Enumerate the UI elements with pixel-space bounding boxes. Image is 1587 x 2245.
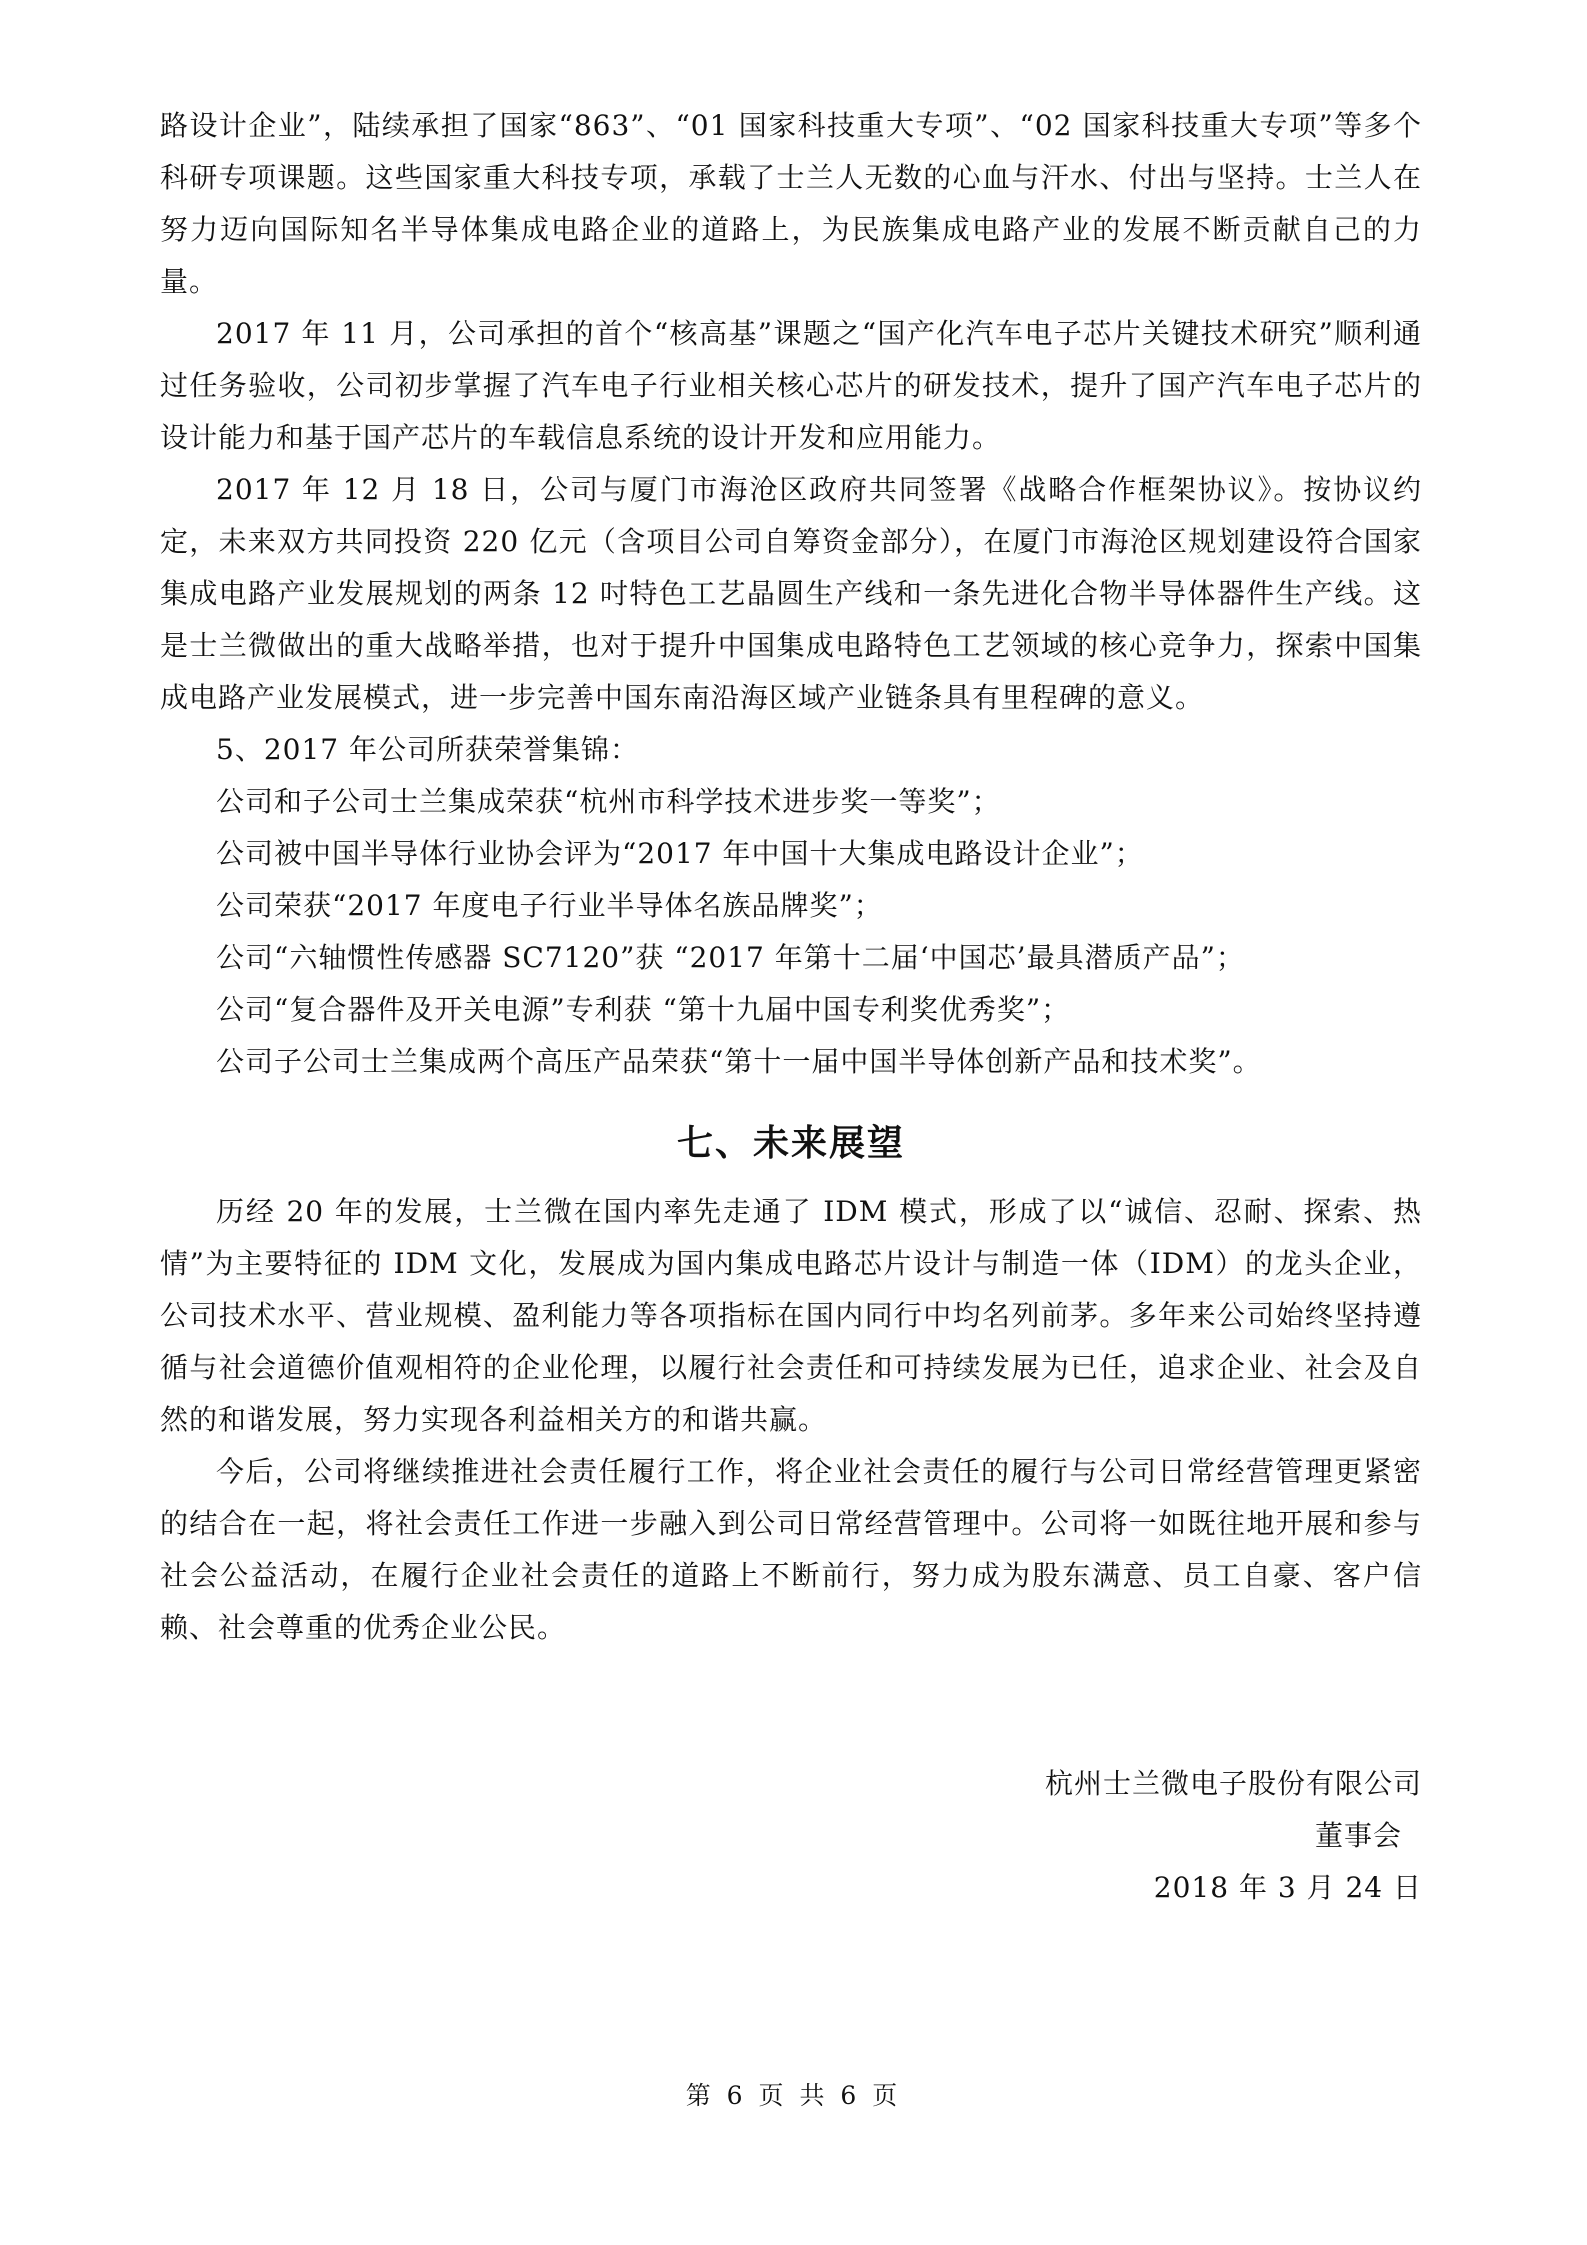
outlook-paragraph-2: 今后，公司将继续推进社会责任履行工作，将企业社会责任的履行与公司日常经营管理更紧密的结合在一起，将社会责任工作进一步融入到公司日常经营管理中。公司将一如既往地开展和参与社会公益活动，在履行企业社会责任的道路上不断前行，努力成为股东满意、员工自豪、客户信赖、社会尊重的优秀企业公民。 [160, 1455, 1422, 1644]
honor-item: 公司子公司士兰集成两个高压产品荣获“第十一届中国半导体创新产品和技术奖”。 [216, 1045, 1262, 1078]
signature-block [1045, 1758, 1422, 1914]
honors-heading: 5、2017 年公司所获荣誉集锦： [216, 733, 639, 766]
document-body [160, 100, 1422, 1654]
paragraph-2017-11: 2017 年 11 月，公司承担的首个“核高基”课题之“国产化汽车电子芯片关键技术研究”顺利通过任务验收，公司初步掌握了汽车电子行业相关核心芯片的研发技术，提升了国产汽车电子芯片的设计能力和基于国产芯片的车载信息系统的设计开发和应用能力。 [160, 317, 1422, 454]
honor-item: 公司“复合器件及开关电源”专利获 “第十九届中国专利奖优秀奖”； [216, 993, 1071, 1026]
intro-paragraph: 路设计企业”，陆续承担了国家“863”、“01 国家科技重大专项”、“02 国家科技重大专项”等多个科研专项课题。这些国家重大科技专项，承载了士兰人无数的心血与汗水、付出与坚持。士兰人在努力迈向国际知名半导体集成电路企业的道路上，为民族集成电路产业的发展不断贡献自己的力量。 [160, 109, 1422, 298]
outlook-paragraph-1: 历经 20 年的发展，士兰微在国内率先走通了 IDM 模式，形成了以“诚信、忍耐、探索、热情”为主要特征的 IDM 文化，发展成为国内集成电路芯片设计与制造一体（IDM）的龙头企业，公司技术水平、营业规模、盈利能力等各项指标在国内同行中均名列前茅。多年来公司始终坚持遵循与社会道德价值观相符的企业伦理，以履行社会责任和可持续发展为已任，追求企业、社会及自然的和谐发展，努力实现各利益相关方的和谐共赢。 [160, 1195, 1422, 1436]
signature-board: 董事会 [1314, 1819, 1402, 1852]
section-title-future-outlook: 七、未来展望 [676, 1123, 905, 1164]
honor-item: 公司荣获“2017 年度电子行业半导体名族品牌奖”； [216, 889, 883, 922]
signature-company: 杭州士兰微电子股份有限公司 [1044, 1767, 1422, 1800]
honors-list [160, 776, 1422, 1088]
honor-item: 公司“六轴惯性传感器 SC7120”获 “2017 年第十二届‘中国芯’最具潜质产品”； [216, 941, 1245, 974]
honor-item: 公司被中国半导体行业协会评为“2017 年中国十大集成电路设计企业”； [216, 837, 1144, 870]
paragraph-2017-12: 2017 年 12 月 18 日，公司与厦门市海沧区政府共同签署《战略合作框架协议》。按协议约定，未来双方共同投资 220 亿元（含项目公司自筹资金部分），在厦门市海沧区规划建设符合国家集成电路产业发展规划的两条 12 吋特色工艺晶圆生产线和一条先进化合物半导体器件生产线。这是士兰微做出的重大战略举措，也对于提升中国集成电路特色工艺领域的核心竞争力，探索中国集成电路产业发展模式，进一步完善中国东南沿海区域产业链条具有里程碑的意义。 [160, 473, 1422, 714]
page-footer: 第 6 页 共 6 页 [685, 2081, 902, 2110]
signature-date: 2018 年 3 月 24 日 [1153, 1871, 1422, 1904]
honor-item: 公司和子公司士兰集成荣获“杭州市科学技术进步奖一等奖”； [216, 785, 1001, 818]
